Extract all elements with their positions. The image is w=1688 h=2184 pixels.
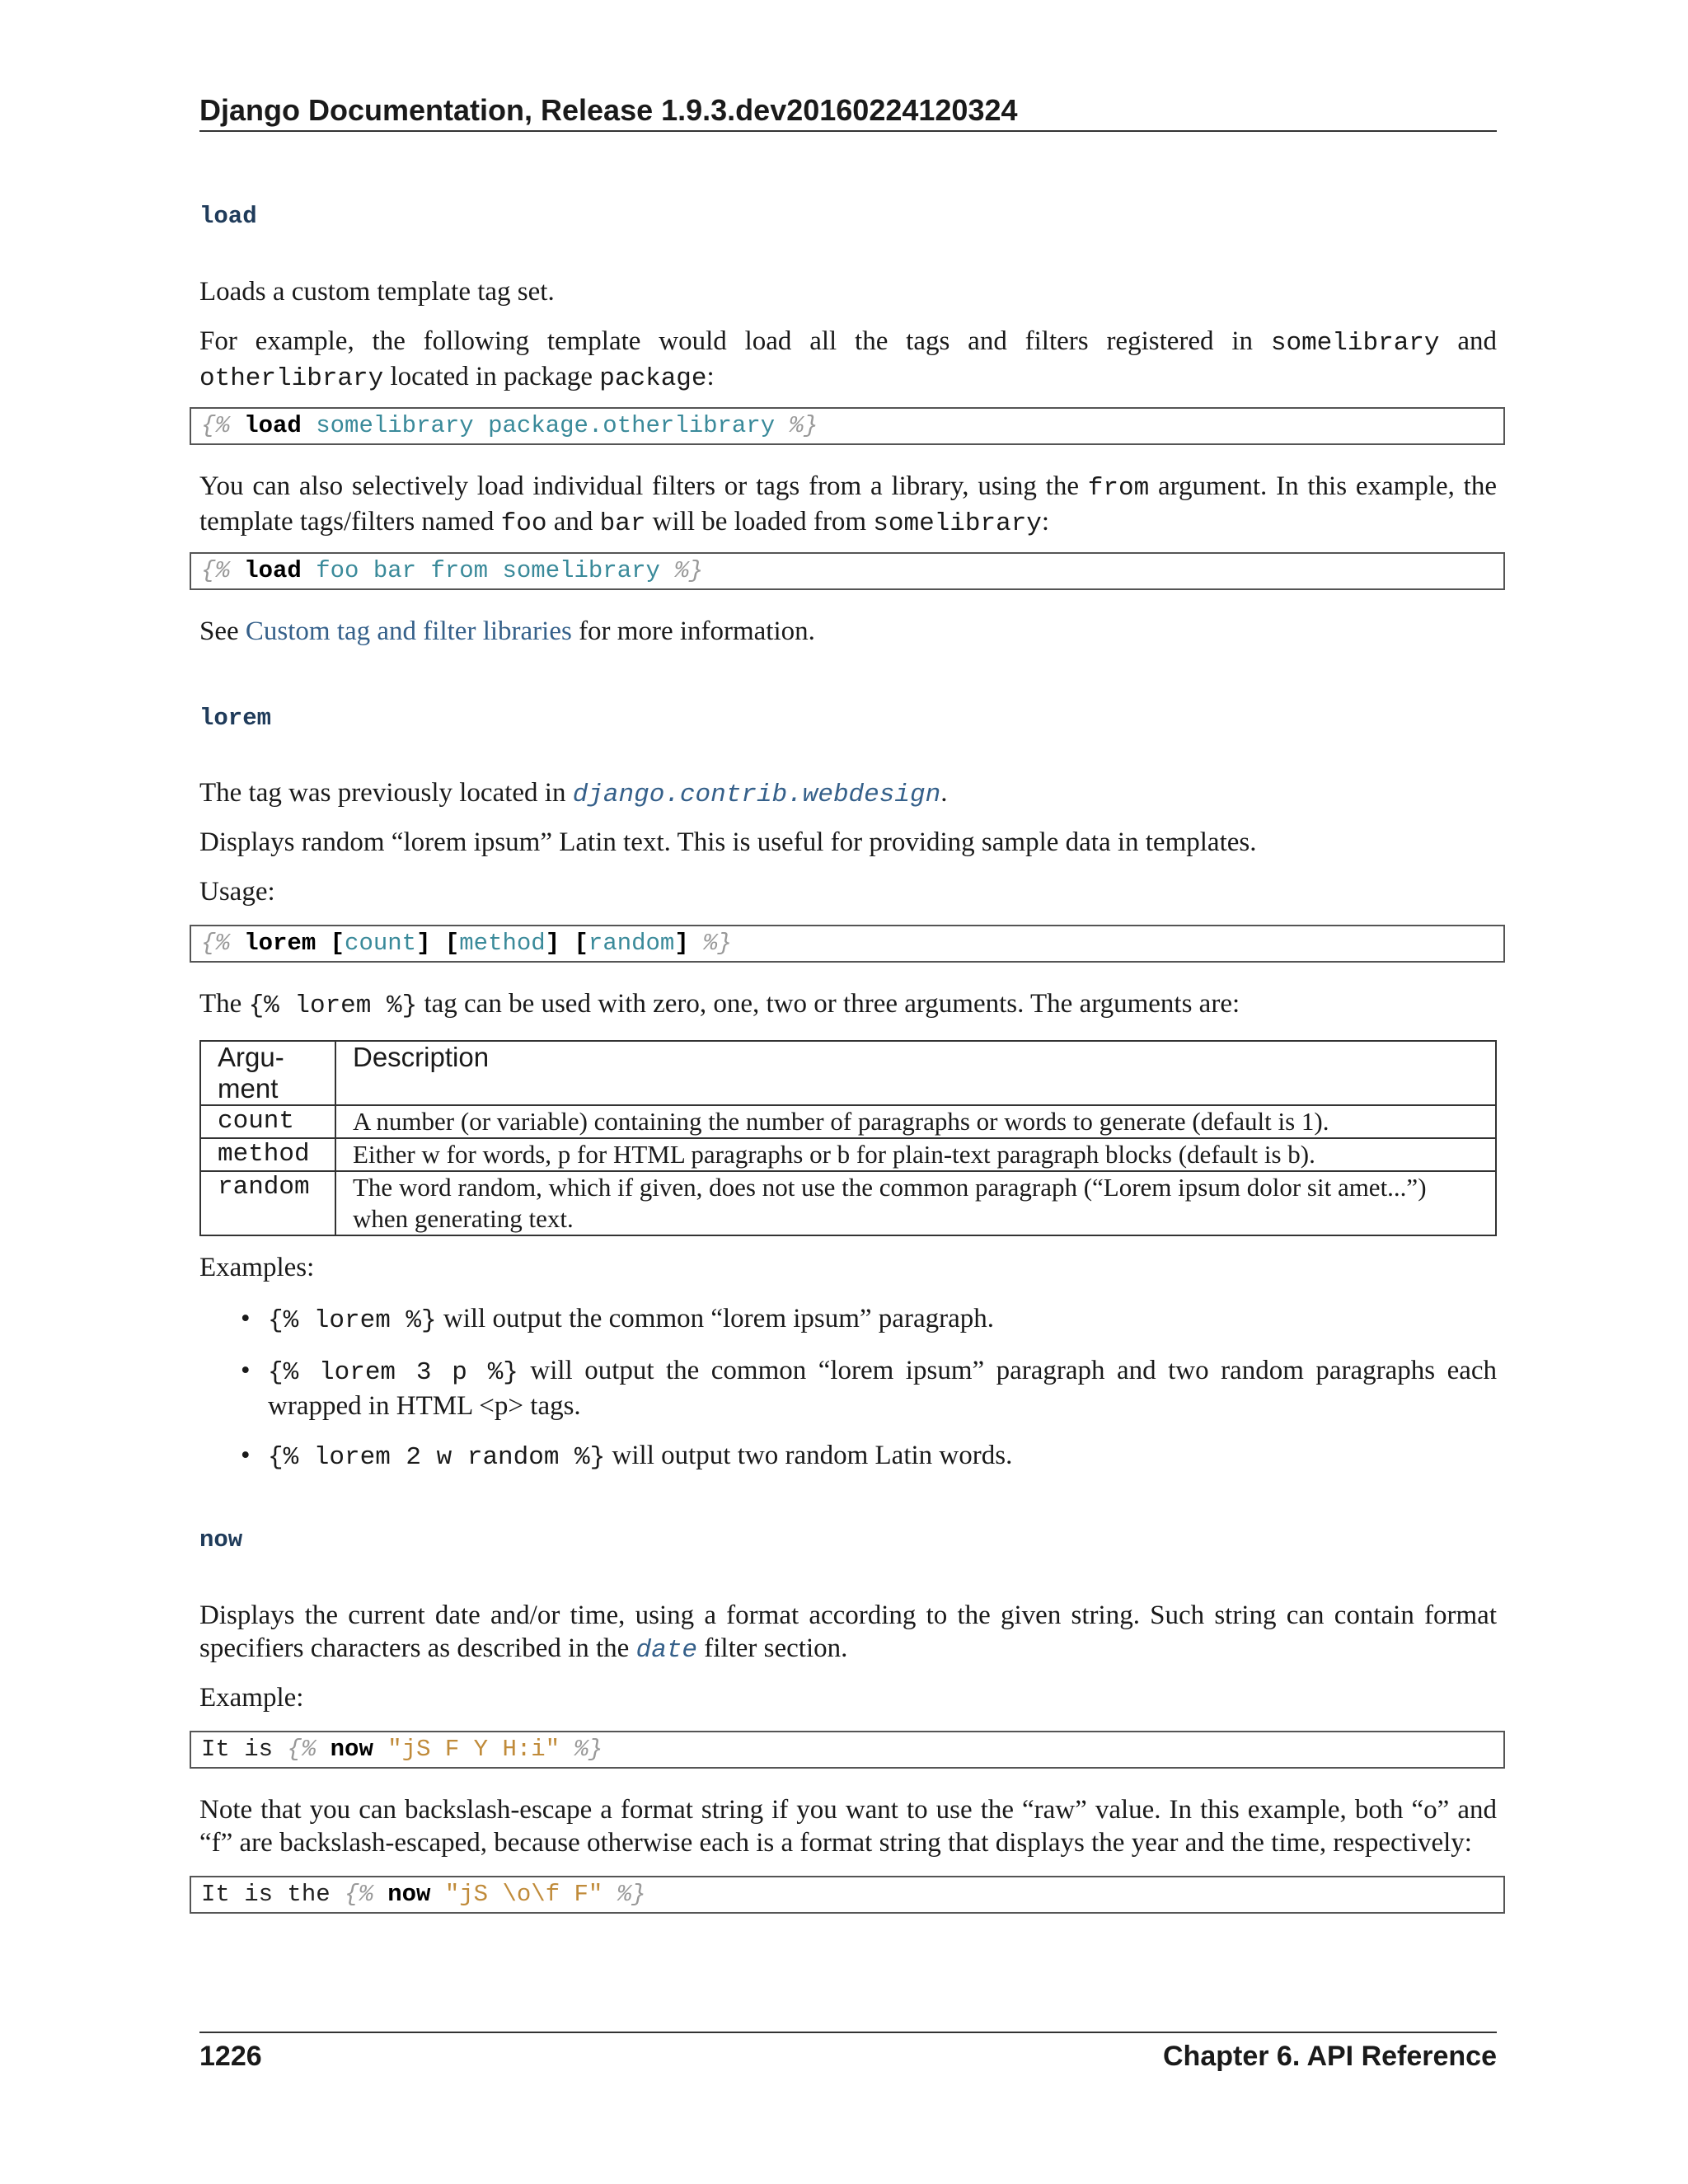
code-package: package bbox=[599, 364, 707, 393]
lorem-usage-label: Usage: bbox=[199, 877, 275, 907]
code-somelibrary: somelibrary bbox=[1270, 329, 1440, 358]
section-now-title: now bbox=[199, 1526, 243, 1554]
now-description: Displays the current date and/or time, using a format according to the given string. Such string can contain format specifiers characters as described in the date filter section. bbox=[199, 1601, 1497, 1665]
code-block-lorem-usage: {% lorem [count] [method] [random] %} bbox=[190, 925, 1505, 963]
running-header bbox=[199, 91, 1497, 132]
bullet: • bbox=[241, 1356, 251, 1385]
table-cell-arg: random bbox=[200, 1171, 335, 1235]
code-block-now-escaped: It is the {% now "jS \o\f F" %} bbox=[190, 1876, 1505, 1914]
bullet: • bbox=[241, 1441, 251, 1470]
code-block-now-example: It is {% now "jS F Y H:i" %} bbox=[190, 1731, 1505, 1769]
header-title: Django Documentation, Release 1.9.3.dev20160224120324 bbox=[199, 93, 1018, 127]
table-cell-arg: method bbox=[200, 1138, 335, 1171]
bullet: • bbox=[241, 1304, 251, 1333]
section-lorem-title: lorem bbox=[199, 705, 272, 732]
lorem-arguments-table bbox=[199, 1040, 1497, 1236]
table-cell-desc: A number (or variable) containing the number of paragraphs or words to generate (default is 1). bbox=[335, 1105, 1496, 1138]
load-intro: Loads a custom template tag set. bbox=[199, 277, 555, 307]
table-cell-arg: count bbox=[200, 1105, 335, 1138]
list-item: • {% lorem %} will output the common “lorem ipsum” paragraph. bbox=[241, 1304, 994, 1335]
table-cell-desc: The word random, which if given, does not use the common paragraph (“Lorem ipsum dolor sit amet...”) when generating text. bbox=[335, 1171, 1496, 1235]
document-page bbox=[199, 0, 1497, 2184]
lorem-arguments-intro: The {% lorem %} tag can be used with zero, one, two or three arguments. The arguments are: bbox=[199, 989, 1240, 1020]
load-selective-para: You can also selectively load individual filters or tags from a library, using the from argument. In this example, the template tags/filters named foo and bar will be loaded from somelibrary: bbox=[199, 471, 1498, 538]
table-header-desc: Description bbox=[335, 1041, 1496, 1105]
lorem-examples-list bbox=[199, 1302, 1497, 1491]
table-row bbox=[200, 1171, 1496, 1235]
link-date-filter[interactable]: date bbox=[635, 1636, 698, 1665]
now-escape-note: Note that you can backslash-escape a format string if you want to use the “raw” value. In this example, both “o” and “f” are backslash-escaped, because otherwise each is a format string that displays the year and the time, respectively: bbox=[199, 1795, 1497, 1858]
table-row bbox=[200, 1138, 1496, 1171]
lorem-moved-note: The tag was previously located in django.contrib.webdesign. bbox=[199, 778, 948, 809]
lorem-examples-label: Examples: bbox=[199, 1253, 315, 1282]
table-header-row bbox=[200, 1041, 1496, 1105]
load-see-also: See Custom tag and filter libraries for more information. bbox=[199, 616, 815, 646]
chapter-title: Chapter 6. API Reference bbox=[1163, 2041, 1497, 2072]
table-header-arg: Argu- ment bbox=[200, 1041, 335, 1105]
load-example-para: For example, the following template would load all the tags and filters registered in somelibrary and otherlibrary located in package package: bbox=[199, 326, 1497, 393]
section-load-title: load bbox=[199, 203, 257, 230]
list-item: • {% lorem 3 p %} will output the common “lorem ipsum” paragraph and two random paragraphs each wrapped in HTML <p> tags. bbox=[241, 1356, 1498, 1421]
link-django-contrib-webdesign[interactable]: django.contrib.webdesign bbox=[572, 780, 941, 809]
running-footer bbox=[199, 2032, 1497, 2079]
link-custom-tag-libraries[interactable]: Custom tag and filter libraries bbox=[245, 616, 572, 646]
list-item: • {% lorem 2 w random %} will output two random Latin words. bbox=[241, 1441, 1013, 1472]
table-cell-desc: Either w for words, p for HTML paragraphs or b for plain-text paragraph blocks (default is b). bbox=[335, 1138, 1496, 1171]
code-otherlibrary: otherlibrary bbox=[199, 364, 384, 393]
lorem-description: Displays random “lorem ipsum” Latin text. This is useful for providing sample data in templates. bbox=[199, 827, 1257, 857]
now-example-label: Example: bbox=[199, 1683, 304, 1713]
code-block-load-from: {% load foo bar from somelibrary %} bbox=[190, 552, 1505, 590]
table-row bbox=[200, 1105, 1496, 1138]
code-block-load-libraries: {% load somelibrary package.otherlibrary %} bbox=[190, 407, 1505, 445]
page-number: 1226 bbox=[199, 2041, 262, 2072]
